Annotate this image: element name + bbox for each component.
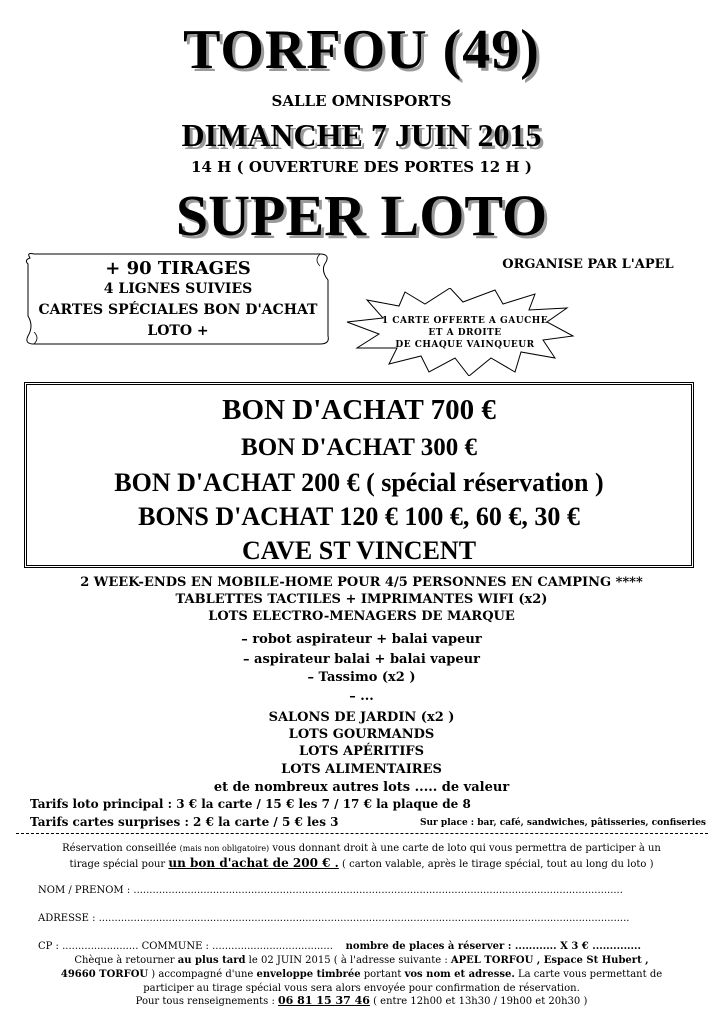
name-field: NOM / PRENOM : .......................................................................................................................................................... xyxy=(38,885,623,896)
poster-title: TORFOU (49) xyxy=(183,19,540,81)
lot-item: LOTS APÉRITIFS xyxy=(298,744,425,759)
lot-item: LOTS GOURMANDS xyxy=(288,727,435,742)
cheque-instructions-3: participer au tirage spécial vous sera alors envoyée pour confirmation de réservation. xyxy=(143,983,580,994)
prize-4: BONS D'ACHAT 120 € 100 €, 60 €, 30 € xyxy=(138,502,580,531)
prize-2: BON D'ACHAT 300 € xyxy=(241,434,477,461)
cheque-instructions-2: 49660 TORFOU ) accompagné d'une enveloppe timbrée portant vos nom et adresse. La carte vous permettant de xyxy=(60,969,663,980)
event-time: 14 H ( OUVERTURE DES PORTES 12 H ) xyxy=(191,158,532,176)
postal-commune-field: CP : ........................ COMMUNE : ...................................... nombre de places à réserver : ............ X 3 € .............. xyxy=(38,941,641,952)
lot-item: – Tassimo (x2 ) xyxy=(307,670,416,685)
address-field: ADRESSE : ....................................................................................................................................................................... xyxy=(38,913,630,924)
prize-1: BON D'ACHAT 700 € xyxy=(222,394,496,426)
lot-item: 2 WEEK-ENDS EN MOBILE-HOME POUR 4/5 PERSONNES EN CAMPING **** xyxy=(80,575,643,590)
lot-item: – ... xyxy=(349,689,374,704)
onsite-services: Sur place : bar, café, sandwiches, pâtisseries, confiseries xyxy=(420,818,706,828)
reservation-intro-2: tirage spécial pour un bon d'achat de 200 € . ( carton valable, après le tirage spécial, tout au long du loto ) xyxy=(69,856,654,870)
contact-info: Pour tous renseignements : 06 81 15 37 46 ( entre 12h00 et 13h30 / 19h00 et 20h30 ) xyxy=(135,994,588,1007)
surprise-price: Tarifs cartes surprises : 2 € la carte / 5 € les 3 xyxy=(30,815,339,829)
lot-item: LOTS ALIMENTAIRES xyxy=(281,762,442,777)
cheque-instructions-1: Chèque à retourner au plus tard le 02 JUIN 2015 ( à l'adresse suivante : APEL TORFOU , Espace St Hubert , xyxy=(74,955,649,966)
lot-item: et de nombreux autres lots ..... de valeur xyxy=(213,780,510,795)
main-price: Tarifs loto principal : 3 € la carte / 15 € les 7 / 17 € la plaque de 8 xyxy=(30,797,471,811)
event-date: DIMANCHE 7 JUIN 2015 xyxy=(181,117,542,153)
lot-item: TABLETTES TACTILES + IMPRIMANTES WIFI (x2) xyxy=(175,592,548,607)
lot-item: – robot aspirateur + balai vapeur xyxy=(241,632,482,647)
lot-item: SALONS DE JARDIN (x2 ) xyxy=(268,710,455,725)
starburst-text xyxy=(380,315,550,351)
star-line-3: DE CHAQUE VAINQUEUR xyxy=(395,340,535,350)
prize-5: CAVE ST VINCENT xyxy=(241,536,477,565)
prize-3: BON D'ACHAT 200 € ( spécial réservation ) xyxy=(114,468,604,497)
reservation-intro: Réservation conseillée (mais non obligatoire) vous donnant droit à une carte de loto qui vous permettra de participer à un xyxy=(62,843,661,854)
lines-info: 4 LIGNES SUIVIES xyxy=(103,281,253,297)
loto-plus: LOTO + xyxy=(147,323,209,339)
scroll-banner xyxy=(28,258,328,342)
lot-item: – aspirateur balai + balai vapeur xyxy=(243,652,480,667)
venue-name: SALLE OMNISPORTS xyxy=(271,92,452,110)
lot-item: LOTS ELECTRO-MENAGERS DE MARQUE xyxy=(208,609,515,624)
draw-count: + 90 TIRAGES xyxy=(105,258,251,279)
special-cards: CARTES SPÉCIALES BON D'ACHAT xyxy=(38,302,318,318)
cut-line xyxy=(16,833,708,834)
organizer: ORGANISE PAR L'APEL xyxy=(502,257,674,272)
star-line-2: ET A DROITE xyxy=(428,328,502,338)
event-name: SUPER LOTO xyxy=(175,183,548,248)
star-line-1: 1 CARTE OFFERTE A GAUCHE xyxy=(381,316,549,326)
